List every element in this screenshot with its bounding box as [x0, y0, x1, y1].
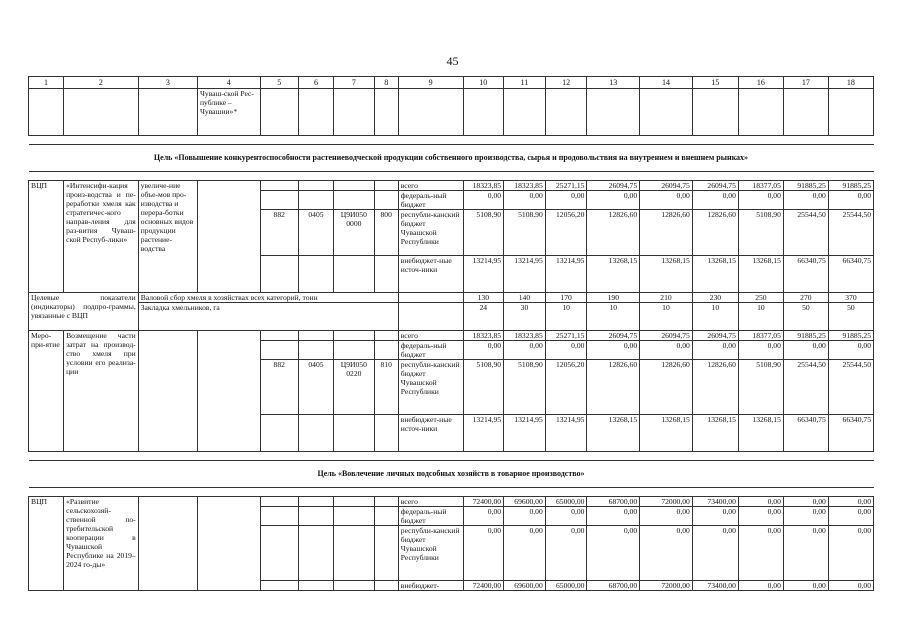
table-row — [29, 497, 874, 507]
grbs-cell: 882 — [260, 360, 298, 415]
value-cell: 0,00 — [783, 581, 828, 591]
value-cell: 72400,00 — [463, 497, 504, 507]
empty-cell — [398, 89, 463, 136]
type-cell: ВЦП — [29, 181, 64, 293]
header-cell: 3 — [138, 77, 197, 89]
source-cell: всего — [398, 497, 463, 507]
spacer — [29, 452, 874, 461]
header-cell: 17 — [783, 77, 828, 89]
empty-cell — [640, 89, 693, 136]
value-cell: 72000,00 — [640, 581, 693, 591]
empty-cell — [587, 89, 640, 136]
header-cell: 13 — [587, 77, 640, 89]
value-cell: 18323,85 — [504, 181, 546, 191]
empty-cell — [197, 331, 260, 452]
empty-cell — [374, 497, 398, 507]
value-cell: 130 — [463, 293, 504, 303]
value-cell: 0,00 — [587, 191, 640, 210]
value-cell: 18377,05 — [738, 181, 783, 191]
spacer-row — [29, 136, 874, 145]
header-cell: 16 — [738, 77, 783, 89]
source-cell: федераль-ный бюджет — [398, 507, 463, 526]
empty-cell — [334, 341, 375, 360]
source-cell: внебюджет-ные источ-ники — [398, 256, 463, 293]
value-cell: 13268,15 — [587, 256, 640, 293]
section-cell: 0405 — [298, 360, 333, 415]
empty-cell — [260, 497, 298, 507]
empty-cell — [260, 191, 298, 210]
value-cell: 0,00 — [504, 526, 546, 581]
target-article-cell: Ц9И050 0000 — [334, 210, 375, 256]
value-cell: 0,00 — [640, 526, 693, 581]
value-cell: 18323,85 — [504, 331, 546, 341]
value-cell: 5108,90 — [504, 360, 546, 415]
page-number: 45 — [446, 54, 459, 68]
source-cell: внебюджет-ные источ-ники — [398, 415, 463, 452]
value-cell: 13268,15 — [692, 256, 738, 293]
value-cell: 0,00 — [463, 191, 504, 210]
empty-cell — [545, 89, 587, 136]
value-cell: 0,00 — [463, 341, 504, 360]
empty-cell — [334, 415, 375, 452]
source-cell: внебюджет- — [398, 581, 463, 591]
header-cell: 8 — [374, 77, 398, 89]
value-cell: 0,00 — [692, 341, 738, 360]
empty-cell — [197, 497, 260, 591]
empty-cell — [298, 191, 333, 210]
value-cell: 370 — [828, 293, 873, 303]
name-cell: «Развитие сельскохозяй-ственной по-требительской кооперации в Чувашской Республике на 2019–2024 го-ды» — [64, 497, 139, 591]
value-cell: 18323,85 — [463, 181, 504, 191]
table-row — [29, 181, 874, 191]
value-cell: 91885,25 — [783, 331, 828, 341]
value-cell: 26094,75 — [692, 331, 738, 341]
empty-cell — [298, 256, 333, 293]
value-cell: 13214,95 — [545, 415, 587, 452]
header-cell: 4 — [197, 77, 260, 89]
value-cell: 10 — [545, 303, 587, 331]
source-cell: федераль-ный бюджет — [398, 341, 463, 360]
continuation-row — [29, 89, 874, 136]
table-row — [29, 331, 874, 341]
value-cell: 0,00 — [828, 497, 873, 507]
empty-cell — [260, 581, 298, 591]
value-cell: 18377,05 — [738, 331, 783, 341]
header-cell: 9 — [398, 77, 463, 89]
header-cell: 7 — [334, 77, 375, 89]
section-cell: 0405 — [298, 210, 333, 256]
empty-cell — [374, 256, 398, 293]
spacer — [29, 172, 874, 181]
value-cell: 26094,75 — [640, 181, 693, 191]
value-cell: 26094,75 — [587, 181, 640, 191]
empty-cell — [298, 341, 333, 360]
empty-cell — [334, 191, 375, 210]
type-cell: ВЦП — [29, 497, 64, 591]
header-cell: 18 — [828, 77, 873, 89]
value-cell: 5108,90 — [738, 360, 783, 415]
value-cell: 25271,15 — [545, 331, 587, 341]
value-cell: 0,00 — [587, 341, 640, 360]
value-cell: 66340,75 — [783, 415, 828, 452]
value-cell: 66340,75 — [828, 415, 873, 452]
value-cell: 91885,25 — [828, 181, 873, 191]
value-cell: 0,00 — [692, 191, 738, 210]
value-cell: 0,00 — [640, 507, 693, 526]
program-table — [28, 76, 874, 591]
name-cell: «Интенсифи-кация произ-водства и пе-реработки хмеля как стратегичес-кого направ-ления для раз-вития Чуваш-ской Респуб-лики» — [64, 181, 139, 293]
cont-cell: Чуваш-ской Рес-публике – Чувашии»* — [197, 89, 260, 136]
value-cell: 0,00 — [738, 526, 783, 581]
value-cell: 13214,95 — [504, 415, 546, 452]
value-cell: 18323,85 — [463, 331, 504, 341]
value-cell: 0,00 — [640, 341, 693, 360]
goal-cell: увеличе-ние объе-мов про-изводства и перера-ботки основных видов продукции растение-водства — [138, 181, 197, 293]
value-cell: 13268,15 — [587, 415, 640, 452]
empty-cell — [138, 497, 197, 591]
value-cell: 12826,60 — [640, 360, 693, 415]
value-cell: 0,00 — [504, 507, 546, 526]
value-cell: 24 — [463, 303, 504, 331]
empty-cell — [298, 415, 333, 452]
source-cell: республи-канский бюджет Чувашской Республики — [398, 526, 463, 581]
value-cell: 91885,25 — [783, 181, 828, 191]
value-cell: 65000,00 — [545, 581, 587, 591]
value-cell: 13268,15 — [692, 415, 738, 452]
header-cell: 15 — [692, 77, 738, 89]
value-cell: 0,00 — [783, 341, 828, 360]
empty-cell — [738, 89, 783, 136]
empty-cell — [260, 181, 298, 191]
expense-type-cell: 810 — [374, 360, 398, 415]
empty-cell — [298, 526, 333, 581]
header-cell: 6 — [298, 77, 333, 89]
value-cell: 0,00 — [828, 191, 873, 210]
empty-cell — [64, 89, 139, 136]
value-cell: 25271,15 — [545, 181, 587, 191]
value-cell: 270 — [783, 293, 828, 303]
value-cell: 13268,15 — [738, 415, 783, 452]
value-cell: 69600,00 — [504, 581, 546, 591]
empty-cell — [138, 331, 197, 452]
header-cell: 10 — [463, 77, 504, 89]
value-cell: 230 — [692, 293, 738, 303]
header-cell: 2 — [64, 77, 139, 89]
empty-cell — [374, 507, 398, 526]
value-cell: 25544,50 — [828, 360, 873, 415]
empty-cell — [260, 526, 298, 581]
value-cell: 12826,60 — [692, 210, 738, 256]
value-cell: 72000,00 — [640, 497, 693, 507]
empty-cell — [334, 181, 375, 191]
empty-cell — [334, 507, 375, 526]
value-cell: 0,00 — [783, 191, 828, 210]
value-cell: 12826,60 — [640, 210, 693, 256]
value-cell: 0,00 — [828, 341, 873, 360]
value-cell: 0,00 — [783, 526, 828, 581]
value-cell: 0,00 — [545, 526, 587, 581]
value-cell: 66340,75 — [828, 256, 873, 293]
value-cell: 12056,20 — [545, 210, 587, 256]
empty-cell — [334, 581, 375, 591]
empty-cell — [783, 89, 828, 136]
value-cell: 12826,60 — [692, 360, 738, 415]
value-cell: 0,00 — [587, 526, 640, 581]
value-cell: 25544,50 — [783, 210, 828, 256]
target-article-cell: Ц9И050 0220 — [334, 360, 375, 415]
value-cell: 50 — [828, 303, 873, 331]
value-cell: 13214,95 — [504, 256, 546, 293]
empty-cell — [374, 89, 398, 136]
empty-cell — [260, 507, 298, 526]
value-cell: 5108,90 — [738, 210, 783, 256]
empty-cell — [298, 581, 333, 591]
value-cell: 0,00 — [504, 191, 546, 210]
value-cell: 26094,75 — [640, 331, 693, 341]
value-cell: 0,00 — [738, 497, 783, 507]
empty-cell — [334, 89, 375, 136]
value-cell: 25544,50 — [783, 360, 828, 415]
empty-cell — [374, 331, 398, 341]
value-cell: 0,00 — [692, 526, 738, 581]
value-cell: 0,00 — [463, 507, 504, 526]
value-cell: 0,00 — [738, 507, 783, 526]
empty-cell — [260, 89, 298, 136]
empty-cell — [334, 331, 375, 341]
empty-cell — [374, 415, 398, 452]
value-cell: 0,00 — [828, 581, 873, 591]
value-cell: 12056,20 — [545, 360, 587, 415]
goal-title: Цель «Повышение конкурентоспособности растениеводческой продукции собственного производства, сырья и продовольствия на внутреннем и внешнем рынках» — [29, 145, 874, 172]
value-cell: 50 — [783, 303, 828, 331]
source-cell: республи-канский бюджет Чувашской Республики — [398, 360, 463, 415]
value-cell: 0,00 — [587, 507, 640, 526]
empty-cell — [374, 341, 398, 360]
value-cell: 0,00 — [738, 581, 783, 591]
goal-row — [29, 145, 874, 172]
value-cell: 13268,15 — [640, 256, 693, 293]
value-cell: 69600,00 — [504, 497, 546, 507]
value-cell: 0,00 — [828, 526, 873, 581]
empty-cell — [197, 181, 260, 293]
empty-cell — [260, 341, 298, 360]
value-cell: 10 — [738, 303, 783, 331]
empty-cell — [29, 89, 64, 136]
value-cell: 13214,95 — [545, 256, 587, 293]
value-cell: 0,00 — [463, 526, 504, 581]
header-row — [29, 77, 874, 89]
spacer-row — [29, 488, 874, 497]
empty-cell — [828, 89, 873, 136]
value-cell: 5108,90 — [504, 210, 546, 256]
empty-cell — [260, 256, 298, 293]
value-cell: 0,00 — [545, 191, 587, 210]
header-cell: 11 — [504, 77, 546, 89]
value-cell: 0,00 — [640, 191, 693, 210]
value-cell: 0,00 — [783, 507, 828, 526]
source-cell: федераль-ный бюджет — [398, 191, 463, 210]
goal-title: Цель «Вовлечение личных подсобных хозяйств в товарное производство» — [29, 461, 874, 488]
empty-cell — [334, 497, 375, 507]
value-cell: 10 — [692, 303, 738, 331]
value-cell: 65000,00 — [545, 497, 587, 507]
value-cell: 91885,25 — [828, 331, 873, 341]
value-cell: 12826,60 — [587, 210, 640, 256]
empty-cell — [334, 256, 375, 293]
spacer — [29, 488, 874, 497]
value-cell: 0,00 — [738, 341, 783, 360]
empty-cell — [260, 331, 298, 341]
value-cell: 250 — [738, 293, 783, 303]
value-cell: 68700,00 — [587, 581, 640, 591]
empty-cell — [374, 191, 398, 210]
spacer-row — [29, 172, 874, 181]
empty-cell — [298, 89, 333, 136]
value-cell: 12826,60 — [587, 360, 640, 415]
value-cell: 140 — [504, 293, 546, 303]
value-cell: 0,00 — [738, 191, 783, 210]
header-cell: 5 — [260, 77, 298, 89]
empty-cell — [260, 415, 298, 452]
value-cell: 73400,00 — [692, 581, 738, 591]
type-cell: Меро-при-ятие — [29, 331, 64, 452]
value-cell: 25544,50 — [828, 210, 873, 256]
value-cell: 10 — [640, 303, 693, 331]
target-name: Валовой сбор хмеля в хозяйствах всех категорий, тонн — [138, 293, 398, 303]
value-cell: 170 — [545, 293, 587, 303]
empty-cell — [298, 507, 333, 526]
source-cell: всего — [398, 331, 463, 341]
value-cell: 73400,00 — [692, 497, 738, 507]
target-row — [29, 303, 874, 331]
value-cell: 210 — [640, 293, 693, 303]
empty-cell — [334, 526, 375, 581]
empty-cell — [298, 181, 333, 191]
value-cell: 0,00 — [545, 507, 587, 526]
value-cell: 0,00 — [828, 507, 873, 526]
value-cell: 66340,75 — [783, 256, 828, 293]
target-name: Закладка хмельников, га — [138, 303, 398, 331]
value-cell: 0,00 — [692, 507, 738, 526]
value-cell: 5108,90 — [463, 210, 504, 256]
value-cell: 26094,75 — [692, 181, 738, 191]
value-cell: 13214,95 — [463, 256, 504, 293]
value-cell: 13268,15 — [738, 256, 783, 293]
source-cell: всего — [398, 181, 463, 191]
empty-cell — [138, 89, 197, 136]
spacer-row — [29, 452, 874, 461]
empty-cell — [398, 303, 463, 331]
expense-type-cell: 800 — [374, 210, 398, 256]
value-cell: 13214,95 — [463, 415, 504, 452]
target-label: Целевые показатели (индикаторы) подпро-граммы, увязанные с ВЦП — [29, 293, 139, 331]
empty-cell — [374, 581, 398, 591]
target-row — [29, 293, 874, 303]
value-cell: 30 — [504, 303, 546, 331]
value-cell: 0,00 — [545, 341, 587, 360]
header-cell: 1 — [29, 77, 64, 89]
value-cell: 10 — [587, 303, 640, 331]
value-cell: 5108,90 — [463, 360, 504, 415]
header-cell: 12 — [545, 77, 587, 89]
value-cell: 0,00 — [783, 497, 828, 507]
spacer — [29, 136, 874, 145]
source-cell: республи-канский бюджет Чувашской Республики — [398, 210, 463, 256]
empty-cell — [298, 331, 333, 341]
empty-cell — [298, 497, 333, 507]
empty-cell — [692, 89, 738, 136]
empty-cell — [398, 293, 463, 303]
value-cell: 72400,00 — [463, 581, 504, 591]
value-cell: 26094,75 — [587, 331, 640, 341]
empty-cell — [374, 181, 398, 191]
empty-cell — [504, 89, 546, 136]
value-cell: 68700,00 — [587, 497, 640, 507]
header-cell: 14 — [640, 77, 693, 89]
grbs-cell: 882 — [260, 210, 298, 256]
value-cell: 190 — [587, 293, 640, 303]
name-cell: Возмещение части затрат на производ-ство хмеля при условии его реализа-ции — [64, 331, 139, 452]
goal-row — [29, 461, 874, 488]
value-cell: 0,00 — [504, 341, 546, 360]
empty-cell — [374, 526, 398, 581]
empty-cell — [463, 89, 504, 136]
value-cell: 13268,15 — [640, 415, 693, 452]
